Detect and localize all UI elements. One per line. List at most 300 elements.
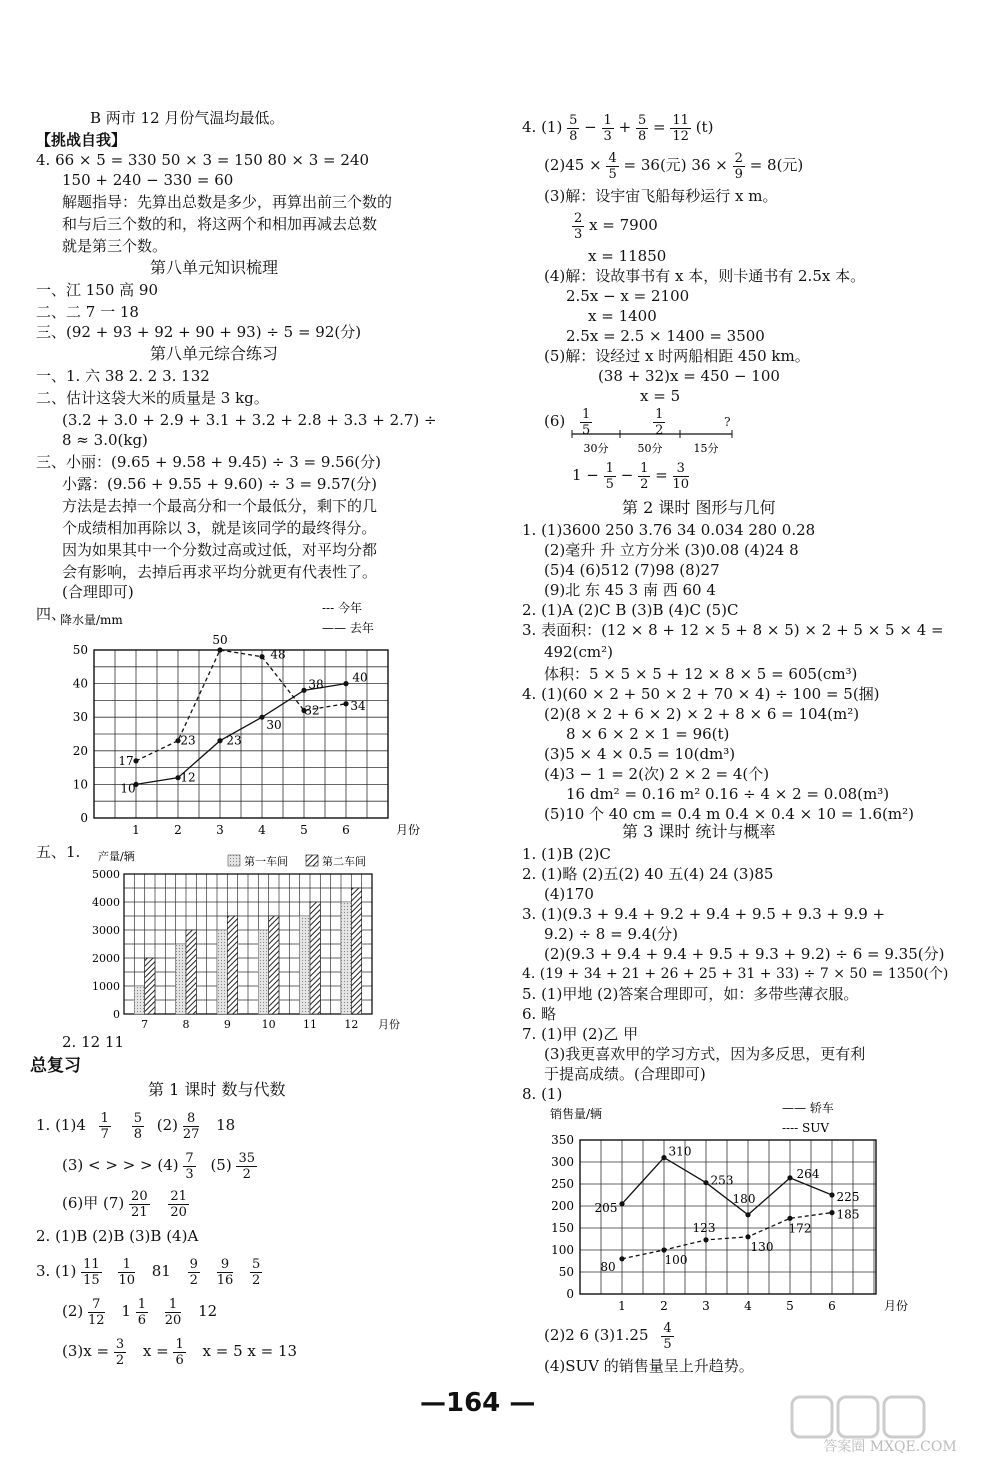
fraction: [250, 1257, 262, 1288]
text-line: 一、江 150 高 90: [36, 281, 159, 299]
math-text: 81: [151, 1262, 171, 1280]
x-tick-label: 1: [132, 823, 140, 837]
data-label: 38: [308, 677, 324, 692]
y-tick-label: 3000: [92, 924, 120, 937]
numerator: 1: [603, 112, 612, 128]
legend-swatch-2: [306, 855, 318, 866]
watermark: [790, 1395, 990, 1455]
numerator: 9: [217, 1257, 234, 1273]
x-tick-label: 5: [300, 823, 308, 837]
numerator: 7: [185, 1150, 194, 1166]
math-text: 1: [121, 1302, 131, 1320]
production-bar-chart: [70, 848, 410, 1036]
denominator: 2: [189, 1272, 198, 1288]
numerator: 11: [672, 112, 689, 128]
x-tick-label: 6: [342, 823, 350, 837]
data-point: [829, 1210, 834, 1215]
denominator: 20: [164, 1312, 182, 1328]
y-tick-label: 300: [551, 1155, 574, 1169]
text-line: 三、(92 + 93 + 92 + 90 + 93) ÷ 5 = 92(分): [36, 323, 362, 341]
text-line: 于提高成绩。(合理即可): [544, 1065, 706, 1083]
legend-label: ---- SUV: [782, 1121, 830, 1135]
y-tick-label: 0: [80, 811, 88, 825]
text-line: 8 ≈ 3.0(kg): [62, 431, 148, 449]
denominator: 8: [133, 1126, 142, 1142]
data-point: [745, 1212, 750, 1217]
y-tick-label: 4000: [92, 896, 120, 909]
bar-series-1: [217, 930, 227, 1014]
watermark-logo: [790, 1395, 990, 1455]
math-text: (2): [156, 1116, 179, 1134]
data-point: [301, 688, 306, 693]
denominator: 5: [605, 476, 614, 492]
denominator: 27: [182, 1126, 200, 1142]
numerator: 2: [574, 210, 583, 226]
text-line: 方法是去掉一个最高分和一个最低分，剩下的几: [62, 497, 378, 515]
numerator: 1: [175, 1336, 184, 1352]
numerator: 1: [137, 1296, 146, 1312]
fraction: [188, 1257, 200, 1288]
math-text: x = 5 x = 13: [202, 1342, 298, 1360]
text-line: (4)SUV 的销售量呈上升趋势。: [544, 1357, 754, 1375]
text-line: (2)毫升 升 立方分米 (3)0.08 (4)24 8: [544, 541, 799, 559]
fraction: [567, 113, 579, 144]
data-point: [829, 1192, 834, 1197]
fraction: [638, 461, 650, 492]
data-label: 48: [270, 647, 286, 662]
math-text: 12: [198, 1302, 218, 1320]
text-line: 四、: [36, 605, 67, 623]
text-line: (5)10 个 40 cm = 0.4 m 0.4 × 0.4 × 10 = 1.6(m²): [544, 805, 914, 823]
numerator: 3: [673, 461, 690, 477]
text-line: 二、二 7 一 18: [36, 303, 139, 321]
data-label: 10: [120, 781, 136, 796]
text-line: 2. 12 11: [62, 1033, 125, 1051]
text-line: 一、1. 六 38 2. 2 3. 132: [36, 367, 210, 385]
data-label: 205: [594, 1200, 618, 1215]
denominator: 5: [608, 166, 617, 182]
data-label: 23: [180, 733, 196, 748]
denominator: 5: [663, 1336, 672, 1352]
data-label: 130: [750, 1239, 774, 1254]
x-tick-label: 9: [223, 1018, 231, 1031]
text-line: 小露：(9.56 + 9.55 + 9.60) ÷ 3 = 9.57(分): [62, 475, 377, 493]
numerator: 7: [88, 1297, 105, 1313]
text-line: x = 1400: [588, 307, 657, 325]
math-text: 1 −: [572, 466, 599, 484]
denominator: 15: [83, 1272, 100, 1288]
numerator: 5: [252, 1256, 261, 1272]
x-tick-label: 5: [786, 1299, 794, 1313]
fraction: [81, 1257, 102, 1288]
text-line: 1. (1)B (2)C: [522, 845, 611, 863]
numerator: 11: [83, 1256, 100, 1272]
denominator: 10: [118, 1272, 135, 1288]
section-title: 第 1 课时 数与代数: [148, 1080, 286, 1099]
text-line: x = 5: [640, 387, 681, 405]
legend-label: —— 去年: [322, 621, 374, 635]
fraction: [670, 113, 691, 144]
x-tick-label: 12: [344, 1018, 359, 1031]
data-point: [787, 1216, 792, 1221]
data-label: 253: [710, 1173, 734, 1188]
text-line: 2.5x = 2.5 × 1400 = 3500: [566, 327, 765, 345]
data-point: [619, 1201, 624, 1206]
math-line: [522, 110, 713, 144]
numerator: 20: [131, 1188, 148, 1204]
fraction: [217, 1257, 234, 1288]
bar-series-2: [227, 916, 237, 1014]
bar-series-2: [269, 916, 279, 1014]
text-line: 2. (1)A (2)C B (3)B (4)C (5)C: [522, 601, 739, 619]
fraction: [136, 1297, 148, 1328]
data-label: 40: [352, 670, 368, 685]
y-tick-label: 1000: [92, 980, 120, 993]
denominator: 6: [175, 1352, 184, 1368]
data-point: [619, 1256, 624, 1261]
math-text: =: [653, 118, 666, 136]
y-tick-label: 100: [551, 1243, 574, 1257]
fraction: [604, 461, 616, 492]
denominator: 12: [88, 1312, 105, 1328]
math-line: [62, 1148, 257, 1182]
text-line: 492(cm²): [544, 643, 613, 661]
math-text: 1. (1)4: [36, 1116, 86, 1134]
data-label: 50: [212, 633, 228, 647]
data-point: [133, 758, 138, 763]
data-point: [343, 701, 348, 706]
data-label: 123: [692, 1220, 716, 1235]
text-line: 3. 表面积：(12 × 8 + 12 × 5 + 8 × 5) × 2 + 5 × 5 × 4 =: [522, 621, 944, 639]
text-line: 8. (1): [522, 1085, 563, 1103]
denominator: 6: [137, 1312, 146, 1328]
math-text: 3. (1): [36, 1262, 77, 1280]
bar-series-2: [186, 930, 196, 1014]
numerator: 3: [115, 1336, 125, 1352]
numerator: 1: [165, 1297, 182, 1313]
denominator: 7: [100, 1126, 109, 1142]
text-line: x = 11850: [588, 247, 667, 265]
fraction: [602, 113, 614, 144]
data-point: [661, 1247, 666, 1252]
data-label: 310: [668, 1144, 692, 1159]
math-text: −: [584, 118, 597, 136]
denominator: 2: [242, 1166, 251, 1182]
math-text: (t): [695, 118, 714, 136]
math-line: [36, 1108, 235, 1142]
numerator: 4: [663, 1320, 672, 1336]
math-line: [572, 208, 658, 242]
math-line: [544, 148, 803, 182]
section-title: 第八单元知识梳理: [150, 258, 279, 277]
bar-series-2: [145, 958, 155, 1014]
question-mark: ?: [724, 415, 731, 429]
math-line: [62, 1334, 297, 1368]
text-line: 体积：5 × 5 × 5 + 12 × 8 × 5 = 605(cm³): [544, 665, 858, 683]
denominator: 10: [672, 476, 690, 492]
text-line: 150 + 240 − 330 = 60: [62, 171, 234, 189]
bar-series-1: [258, 930, 268, 1014]
x-tick-label: 7: [141, 1018, 149, 1031]
text-line: 16 dm² = 0.16 m² 0.16 ÷ 4 × 2 = 0.08(m³): [566, 785, 890, 803]
data-label: 80: [600, 1259, 616, 1274]
data-label: 34: [350, 698, 366, 713]
section-heading: 【挑战自我】: [36, 131, 127, 149]
math-line: [544, 1318, 674, 1352]
legend-swatch-1: [228, 855, 240, 866]
data-point: [787, 1175, 792, 1180]
numerator: 1: [100, 1110, 109, 1126]
text-line: 2. (1)略 (2)五(2) 40 五(4) 24 (3)85: [522, 865, 774, 883]
data-label: 12: [180, 770, 196, 785]
text-line: (2)(9.3 + 9.4 + 9.4 + 9.5 + 9.3 + 9.2) ÷ 6 = 9.35(分): [544, 945, 945, 963]
text-line: 9.2) ÷ 8 = 9.4(分): [544, 925, 679, 943]
fraction: [183, 1111, 200, 1142]
data-point: [703, 1237, 708, 1242]
precipitation-line-chart: [60, 598, 460, 848]
text-line: (4)170: [544, 885, 594, 903]
text-line: 解题指导：先算出总数是多少，再算出前三个数的: [62, 193, 393, 211]
data-point: [703, 1180, 708, 1185]
x-tick-label: 11: [303, 1018, 317, 1031]
text-line: (3)我更喜欢甲的学习方式，因为多反思，更有利: [544, 1045, 866, 1063]
text-line: 2.5x − x = 2100: [566, 287, 690, 305]
text-line: B 两市 12 月份气温均最低。: [90, 109, 285, 127]
math-line: [62, 1186, 189, 1220]
fraction: [118, 1257, 135, 1288]
denominator: 2: [252, 1272, 261, 1288]
bar-series-2: [351, 888, 361, 1014]
page-number: —164 —: [420, 1388, 536, 1418]
y-tick-label: 50: [558, 1265, 574, 1279]
denominator: 12: [672, 128, 689, 144]
text-line: 4. 66 × 5 = 330 50 × 3 = 150 80 × 3 = 240: [36, 151, 370, 169]
math-text: (2)2 6 (3)1.25: [544, 1326, 649, 1344]
denominator: 3: [603, 128, 612, 144]
section-title: 第八单元综合练习: [150, 344, 279, 363]
y-axis-label: 降水量/mm: [60, 613, 123, 627]
text-line: 会有影响，去掉后再求平均分就更有代表性了。: [62, 563, 378, 581]
segment-label: 50分: [637, 442, 663, 455]
x-tick-label: 8: [182, 1018, 190, 1031]
data-point: [343, 681, 348, 686]
text-line: 4. (1)(60 × 2 + 50 × 2 + 70 × 4) ÷ 100 = 5(捆): [522, 685, 880, 703]
numerator: 5: [637, 112, 647, 128]
numerator: 8: [183, 1111, 200, 1127]
x-tick-label: 10: [261, 1018, 276, 1031]
text-line: (2)(8 × 2 + 6 × 2) × 2 + 8 × 6 = 104(m²): [544, 705, 860, 723]
denominator: 8: [569, 128, 578, 144]
text-line: 就是第三个数。: [62, 237, 168, 255]
text-line: (4)3 − 1 = 2(次) 2 × 2 = 4(个): [544, 765, 770, 783]
fraction: [606, 151, 618, 182]
math-text: =: [655, 466, 668, 484]
y-tick-label: 50: [72, 643, 88, 657]
text-line: 因为如果其中一个分数过高或过低，对平均分都: [62, 541, 378, 559]
math-text: (6): [544, 412, 566, 430]
text-line: 7. (1)甲 (2)乙 甲: [522, 1025, 639, 1043]
data-point: [259, 654, 264, 659]
data-point: [217, 738, 222, 743]
numerator: 21: [170, 1188, 187, 1204]
text-line: (3)5 × 4 × 0.5 = 10(dm³): [544, 745, 736, 763]
data-label: 32: [304, 703, 320, 718]
legend-label: 第一车间: [244, 855, 288, 868]
x-tick-label: 1: [618, 1299, 626, 1313]
y-tick-label: 200: [551, 1199, 574, 1213]
x-tick-label: 3: [216, 823, 224, 837]
data-label: 30: [266, 718, 282, 733]
denominator: 5: [582, 422, 591, 438]
numerator: 4: [608, 150, 617, 166]
y-tick-label: 5000: [92, 868, 120, 881]
section-title: 第 3 课时 统计与概率: [622, 822, 776, 841]
text-line: 和与后三个数的和，将这两个和相加再减去总数: [62, 215, 378, 233]
numerator: 5: [569, 112, 578, 128]
sales-line-chart: [544, 1096, 914, 1318]
fraction: [88, 1297, 105, 1328]
numerator: 2: [734, 150, 743, 166]
data-point: [259, 715, 264, 720]
y-tick-label: 40: [72, 676, 88, 691]
segment-label: 30分: [583, 442, 609, 455]
x-axis-label: 月份: [884, 1299, 909, 1313]
math-text: x =: [142, 1342, 169, 1360]
math-text: (3) < > > > (4): [62, 1156, 179, 1174]
fraction: [173, 1337, 185, 1368]
fraction: [236, 1151, 257, 1182]
x-tick-label: 2: [174, 823, 182, 837]
denominator: 9: [734, 166, 743, 182]
text-line: (合理即可): [62, 583, 134, 601]
x-tick-label: 4: [744, 1299, 752, 1313]
y-axis-label: 产量/辆: [98, 850, 135, 863]
numerator: 1: [582, 406, 591, 422]
data-label: 172: [788, 1221, 812, 1236]
text-line: 五、1.: [36, 843, 81, 861]
fraction: [636, 113, 648, 144]
text-line: (38 + 32)x = 450 − 100: [598, 367, 780, 385]
x-tick-label: 4: [258, 823, 266, 837]
watermark-text: 答案圈 MXQE.COM: [823, 1439, 957, 1455]
numerator: 9: [189, 1256, 198, 1272]
y-tick-label: 30: [72, 710, 88, 725]
fraction: [132, 1111, 144, 1142]
y-axis-label: 销售量/辆: [550, 1107, 603, 1121]
x-axis-label: 月份: [396, 823, 421, 837]
bar-series-1: [176, 944, 186, 1014]
x-tick-label: 2: [660, 1299, 668, 1313]
denominator: 3: [574, 226, 583, 242]
legend-label: 第二车间: [322, 855, 366, 868]
y-tick-label: 0: [566, 1287, 574, 1301]
text-line: 8 × 6 × 2 × 1 = 96(t): [566, 725, 730, 743]
text-line: 1. (1)3600 250 3.76 34 0.034 280 0.28: [522, 521, 816, 539]
x-tick-label: 6: [828, 1299, 836, 1313]
data-label: 264: [796, 1166, 820, 1181]
text-line: (5)解：设经过 x 时两船相距 450 km。: [544, 347, 810, 365]
bar-series-1: [134, 986, 144, 1014]
math-text: (5): [210, 1156, 232, 1174]
math-text: 4. (1): [522, 118, 563, 136]
math-text: (6)甲 (7): [62, 1194, 125, 1212]
numerator: 1: [655, 406, 664, 422]
math-text: (2)45 ×: [544, 156, 602, 174]
math-text: x = 7900: [589, 216, 658, 234]
fraction: [572, 211, 584, 242]
math-line: [62, 1294, 217, 1328]
section-heading: 总复习: [30, 1056, 81, 1076]
fraction: [168, 1189, 189, 1220]
fraction: [661, 1321, 673, 1352]
numerator: 35: [238, 1150, 256, 1166]
data-label: 185: [836, 1207, 860, 1222]
denominator: 2: [655, 422, 664, 438]
y-tick-label: 2000: [92, 952, 120, 965]
text-line: 3. (1)(9.3 + 9.4 + 9.2 + 9.4 + 9.5 + 9.3 + 9.9 +: [522, 905, 886, 923]
plot-frame: [580, 1140, 876, 1294]
math-text: 18: [216, 1116, 236, 1134]
text-line: 4. (19 + 34 + 21 + 26 + 25 + 31 + 33) ÷ 7 × 50 = 1350(个): [522, 966, 949, 982]
text-line: 二、估计这袋大米的质量是 3 kg。: [36, 389, 269, 407]
denominator: 21: [131, 1204, 148, 1220]
text-line: (4)解：设故事书有 x 本，则卡通书有 2.5x 本。: [544, 267, 866, 285]
fraction: [165, 1297, 182, 1328]
numerator: 1: [118, 1257, 135, 1273]
data-point: [745, 1234, 750, 1239]
fraction: [733, 151, 745, 182]
math-text: +: [618, 118, 632, 136]
math-text: −: [620, 466, 634, 484]
data-point: [217, 647, 222, 652]
x-axis-label: 月份: [378, 1018, 400, 1031]
text-line: 三、小丽：(9.65 + 9.58 + 9.45) ÷ 3 = 9.56(分): [36, 453, 381, 471]
denominator: 16: [216, 1272, 234, 1288]
fraction: [673, 461, 690, 492]
legend-label: —— 轿车: [782, 1101, 834, 1115]
denominator: 2: [115, 1352, 125, 1368]
bar-series-2: [310, 902, 320, 1014]
data-point: [661, 1155, 666, 1160]
text-line: 5. (1)甲地 (2)答案合理即可，如：多带些薄衣服。: [522, 985, 859, 1003]
x-tick-label: 3: [702, 1299, 710, 1313]
right-column: [500, 0, 1000, 1465]
text-line: (3.2 + 3.0 + 2.9 + 3.1 + 3.2 + 2.8 + 3.3 + 2.7) ÷: [62, 411, 437, 429]
data-label: 17: [118, 753, 134, 768]
numerator: 5: [133, 1110, 142, 1126]
fraction: [114, 1337, 126, 1368]
bar-series-1: [341, 902, 351, 1014]
data-label: 180: [732, 1191, 756, 1206]
data-label: 100: [664, 1253, 688, 1267]
data-label: 225: [836, 1190, 860, 1204]
fraction: [129, 1189, 150, 1220]
math-text: (3)x =: [62, 1342, 110, 1360]
y-tick-label: 0: [113, 1008, 120, 1021]
text-line: 个成绩相加再除以 3，就是该同学的最终得分。: [62, 519, 377, 537]
denominator: 2: [640, 476, 649, 492]
y-tick-label: 20: [72, 743, 88, 758]
text-line: 6. 略: [522, 1005, 557, 1023]
math-line: [572, 458, 689, 492]
section-title: 第 2 课时 图形与几何: [622, 498, 776, 517]
data-label: 23: [226, 733, 242, 748]
math-text: = 8(元): [749, 156, 804, 174]
y-tick-label: 10: [72, 777, 88, 792]
legend-label: --- 今年: [322, 601, 362, 615]
math-line: 2. (1)B (2)B (3)B (4)A: [36, 1227, 199, 1245]
math-text: = 36(元) 36 ×: [623, 156, 728, 174]
